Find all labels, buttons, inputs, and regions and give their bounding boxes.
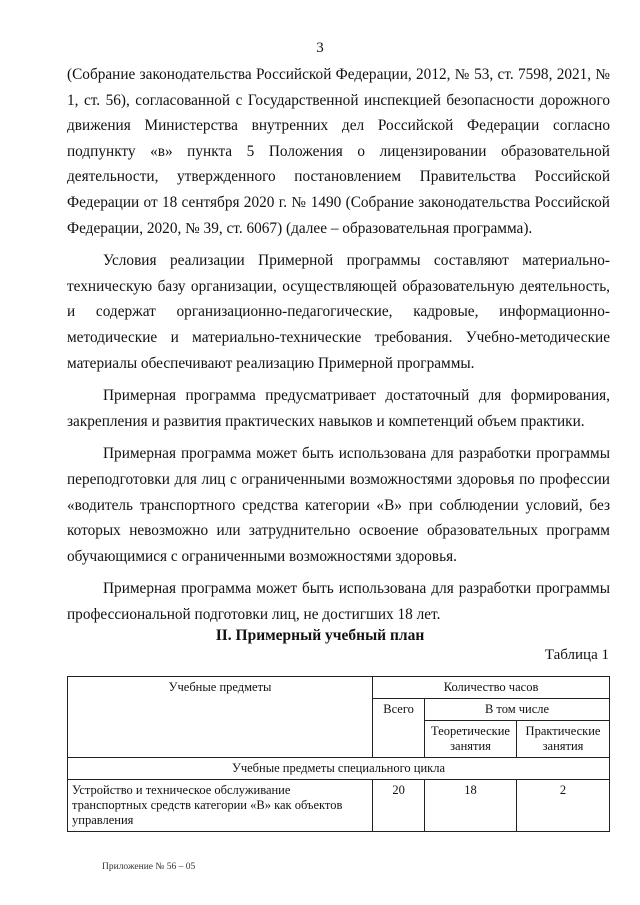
paragraph-2: Условия реализации Примерной программы составляют материально-техническую базу организации, осуществляющей образовательную деятельность, и содержат организационно-педагогические, кадровые, информационно-методические и материально-технические требования. Учебно-методические материалы обеспечивают реализацию Примерной программы.: [67, 252, 610, 372]
section-title: II. Примерный учебный план: [215, 627, 425, 644]
header-total: Всего: [373, 699, 425, 758]
table-header-row-1: [68, 677, 610, 699]
curriculum-table: [67, 676, 610, 832]
header-practice: Практические занятия: [517, 721, 610, 758]
paragraph-4: Примерная программа может быть использована для разработки программы переподготовки для лиц с ограниченными возможностями здоровья по профессии «водитель транспортного средства категории «В» при соблюдении условий, без которых невозможно или затруднительно освоение образовательных программ обучающимися с ограниченными возможностями здоровья.: [67, 445, 610, 565]
group-special-cycle: Учебные предметы специального цикла: [68, 758, 610, 780]
paragraph-5: Примерная программа может быть использована для разработки программы профессиональной подготовки лиц, не достигших 18 лет.: [67, 580, 610, 623]
row-subject: Устройство и техническое обслуживание транспортных средств категории «В» как объектов управления: [68, 780, 373, 832]
page-number: 3: [316, 40, 324, 56]
paragraph-1: (Собрание законодательства Российской Федерации, 2012, № 53, ст. 7598, 2021, № 1, ст. 56), согласованной с Государственной инспекцией безопасности дорожного движения Министерства внутренних дел Российской Федерации согласно подпункту «в» пункта 5 Положения о лицензировании образовательной деятельности, утвержденного постановлением Правительства Российской Федерации от 18 сентября 2020 г. № 1490 (Собрание законодательства Российской Федерации, 2020, № 39, ст. 6067) (далее – образовательная программа).: [67, 66, 610, 237]
body-text: [67, 62, 610, 634]
header-theory: Теоретические занятия: [425, 721, 517, 758]
row-total: 20: [373, 780, 425, 832]
header-hours: Количество часов: [373, 677, 610, 699]
header-including: В том числе: [425, 699, 610, 721]
footer-note: Приложение № 56 – 05: [102, 862, 196, 872]
header-subjects: Учебные предметы: [68, 677, 373, 758]
paragraph-3: Примерная программа предусматривает достаточный для формирования, закрепления и развития практических навыков и компетенций объем практики.: [67, 387, 610, 430]
row-practice: 2: [517, 780, 610, 832]
table-label: Таблица 1: [544, 647, 609, 663]
table-row: [68, 780, 610, 832]
table-group-row: [68, 758, 610, 780]
row-theory: 18: [425, 780, 517, 832]
